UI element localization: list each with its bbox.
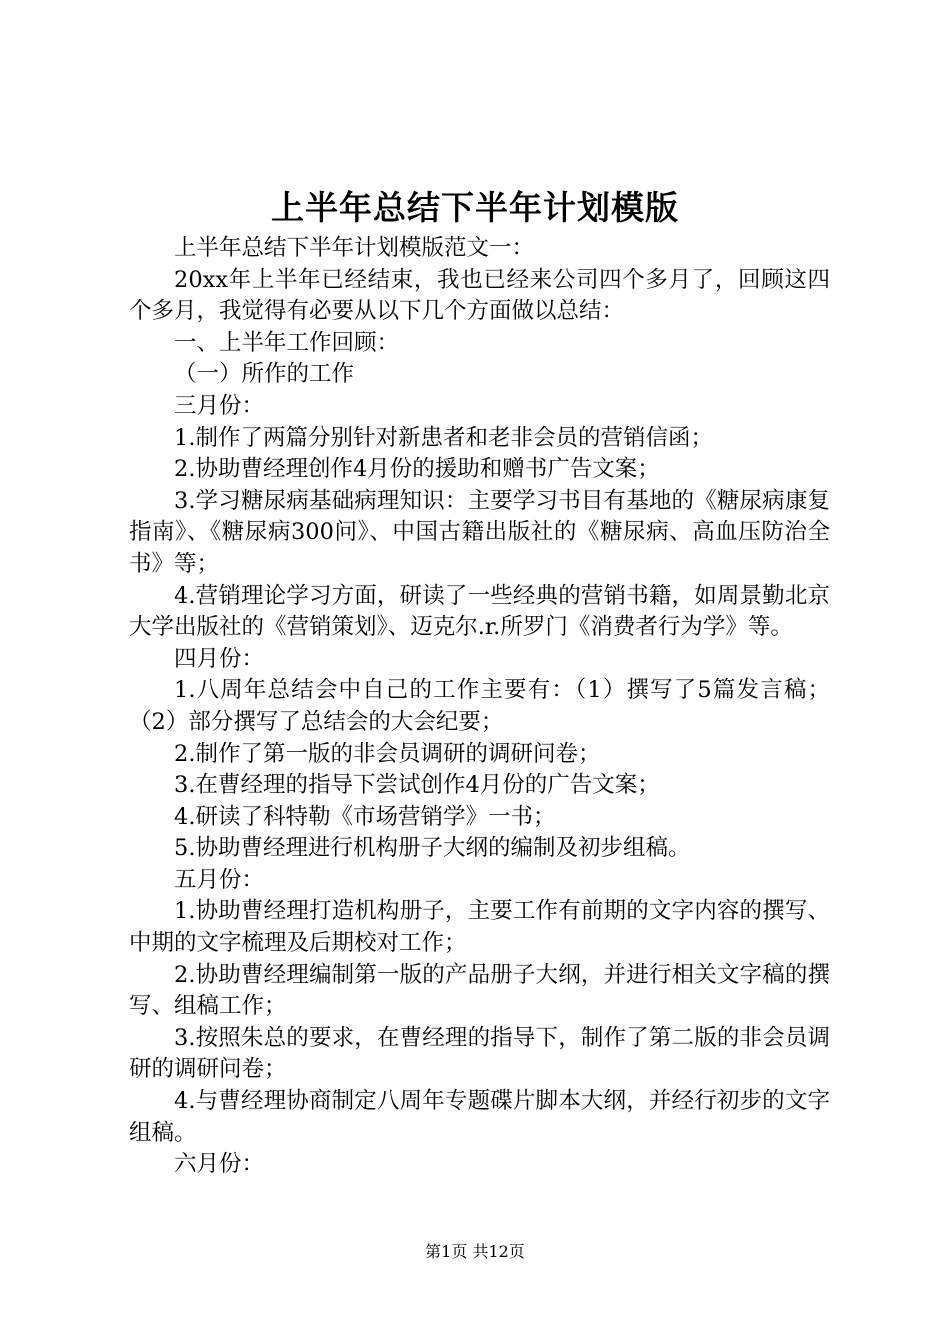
list-item: 1.制作了两篇分别针对新患者和老非会员的营销信函； <box>174 424 713 451</box>
document-body <box>129 233 830 1181</box>
list-item: 1.协助曹经理打造机构册子，主要工作有前期的文字内容的撰写、中期的文字梳理及后期校对工作； <box>129 898 830 957</box>
list-item: 4.与曹经理协商制定八周年专题碟片脚本大纲，并经行初步的文字组稿。 <box>129 1088 830 1146</box>
list-item: 2.制作了第一版的非会员调研的调研问卷； <box>174 740 601 767</box>
month-heading: 三月份： <box>174 392 265 419</box>
document-title: 上半年总结下半年计划模版 <box>271 188 679 227</box>
list-item: 4.研读了科特勒《市场营销学》一书； <box>174 803 556 830</box>
paragraph: 20xx年上半年已经结束，我也已经来公司四个多月了，回顾这四个多月，我觉得有必要从以下几个方面做以总结： <box>129 266 830 325</box>
subsection-heading: （一）所作的工作 <box>174 361 355 388</box>
list-item: 2.协助曹经理创作4月份的援助和赠书广告文案； <box>174 456 660 483</box>
list-item: 3.学习糖尿病基础病理知识：主要学习书目有基地的《糖尿病康复指南》、《糖尿病300问》、中国古籍出版社的《糖尿病、高血压防治全书》等； <box>129 487 830 577</box>
page-number-footer: 第1页 共12页 <box>425 1242 525 1261</box>
list-item: 1.八周年总结会中自己的工作主要有：（1）撰写了5篇发言稿；（2）部分撰写了总结会的大会纪要； <box>129 677 830 735</box>
section-heading: 一、上半年工作回顾： <box>174 329 400 356</box>
list-item: 3.在曹经理的指导下尝试创作4月份的广告文案； <box>174 772 660 799</box>
month-heading: 五月份： <box>174 866 265 893</box>
list-item: 4.营销理论学习方面，研读了一些经典的营销书籍，如周景勤北京大学出版社的《营销策划》、迈克尔.r.所罗门《消费者行为学》等。 <box>129 582 830 641</box>
list-item: 5.协助曹经理进行机构册子大纲的编制及初步组稿。 <box>174 835 691 862</box>
month-heading: 四月份： <box>174 645 265 672</box>
list-item: 3.按照朱总的要求，在曹经理的指导下，制作了第二版的非会员调研的调研问卷； <box>129 1024 830 1083</box>
month-heading: 六月份： <box>174 1151 265 1178</box>
paragraph: 上半年总结下半年计划模版范文一： <box>174 235 535 261</box>
list-item: 2.协助曹经理编制第一版的产品册子大纲，并进行相关文字稿的撰写、组稿工作； <box>129 961 830 1020</box>
